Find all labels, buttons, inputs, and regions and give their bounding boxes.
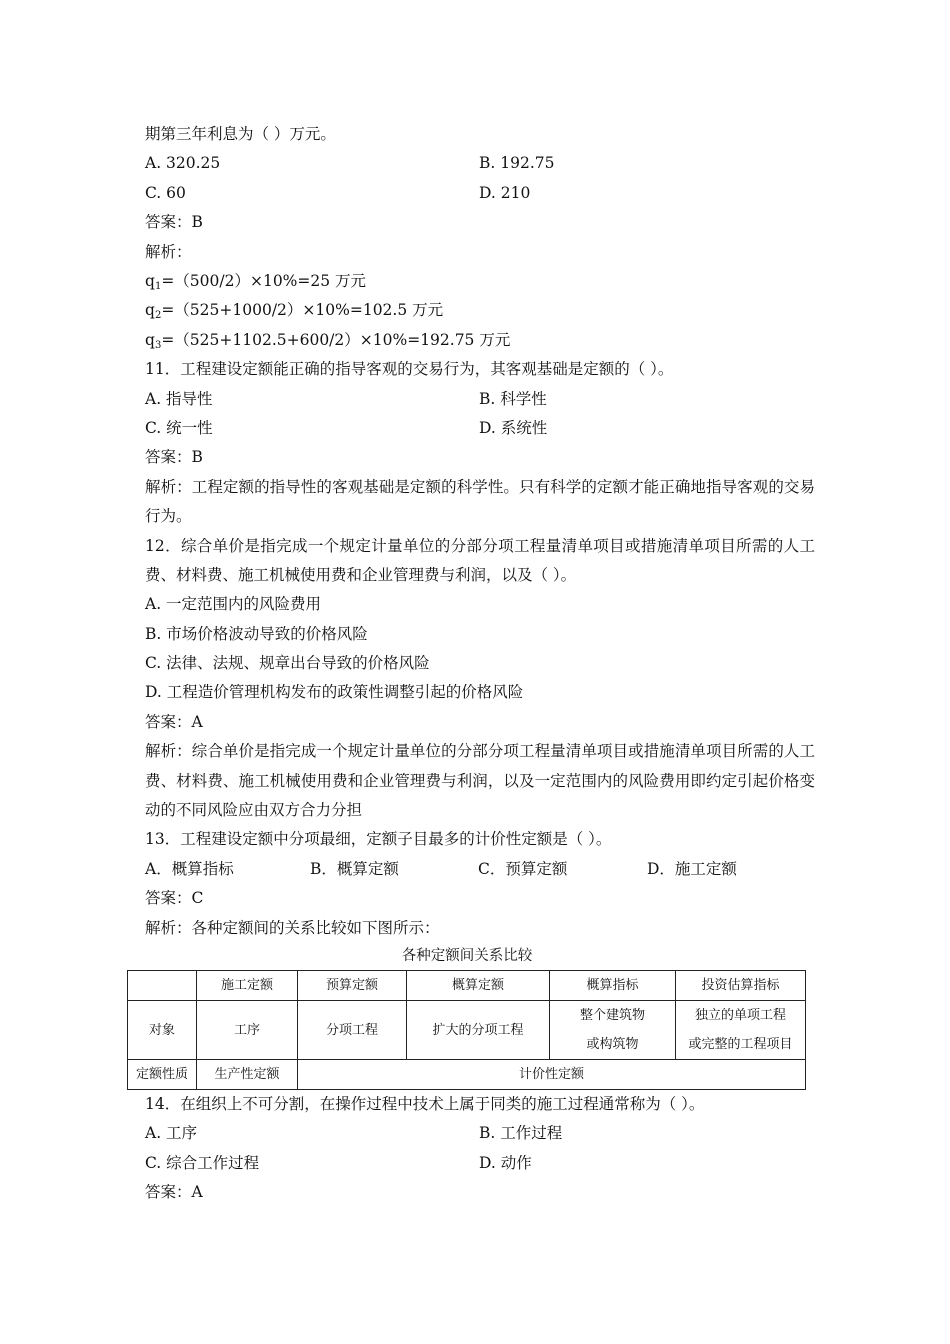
answer: 答案：A (145, 712, 203, 731)
option-d: D. 系统性 (479, 418, 548, 437)
answer: 答案：A (145, 1183, 203, 1202)
options-row (145, 149, 815, 178)
calc-line-2: $q_2=(525+1000/2)\times 10\%=102.5$ 万元 (145, 301, 444, 322)
option-b: B. 192.75 (479, 154, 555, 173)
option-b: B．概算定额 (310, 859, 399, 878)
table-row (128, 1060, 806, 1090)
option-d: D. 工程造价管理机构发布的政策性调整引起的价格风险 (145, 683, 524, 702)
option-a: A．概算指标 (145, 859, 234, 878)
options-row (145, 385, 815, 414)
analysis: 解析：综合单价是指完成一个规定计量单位的分部分项工程量清单项目或措施清单项目所需的人工费、材料费、施工机械使用费和企业管理费与利润，以及一定范围内的风险费用即约定引起价格变动的不同风险应由双方合力分担 (145, 742, 815, 820)
answer: 答案：B (145, 213, 203, 232)
table-header-row (128, 971, 806, 1001)
option-c: C. 综合工作过程 (145, 1153, 260, 1172)
option-a: A. 320.25 (145, 154, 221, 173)
analysis-label: 解析： (145, 242, 192, 261)
row-label: 对象 (128, 1001, 197, 1060)
table-header-cell (128, 971, 197, 1001)
table-header-cell: 概算指标 (550, 971, 676, 1001)
calc-line-1: $q_1=(500/2)\times 10\%=25$ 万元 (145, 271, 367, 292)
table-cell: 工序 (197, 1001, 298, 1060)
option-b: B. 市场价格波动导致的价格风险 (145, 624, 368, 643)
option-b: B. 工作过程 (479, 1124, 563, 1143)
calc-line-3: $q_3=(525+1102.5+600/2)\times 10\%=192.75$ 万元 (145, 330, 511, 351)
question-12: 12．综合单价是指完成一个规定计量单位的分部分项工程量清单项目或措施清单项目所需的人工费、材料费、施工机械使用费和企业管理费与利润，以及（ ）。 (145, 536, 815, 584)
question-14: 14．在组织上不可分割，在操作过程中技术上属于同类的施工过程通常称为（ ）。 (145, 1095, 705, 1114)
option-c: C. 法律、法规、规章出台导致的价格风险 (145, 654, 430, 673)
table-cell: 计价性定额 (298, 1060, 806, 1090)
row-label: 定额性质 (128, 1060, 197, 1090)
options-row (145, 414, 815, 443)
option-a: A. 指导性 (145, 389, 213, 408)
option-b: B. 科学性 (479, 389, 547, 408)
table-cell: 分项工程 (298, 1001, 407, 1060)
quota-comparison-table (127, 970, 806, 1090)
question-13: 13．工程建设定额中分项最细，定额子目最多的计价性定额是（ ）。 (145, 830, 612, 849)
options-row (145, 1149, 815, 1178)
options-row (145, 855, 815, 884)
table-caption: 各种定额间关系比较 (401, 948, 533, 965)
option-c: C. 统一性 (145, 418, 213, 437)
document-page (135, 120, 815, 1208)
table-cell: 整个建筑物 或构筑物 (550, 1001, 676, 1060)
analysis: 解析：各种定额间的关系比较如下图所示： (145, 918, 440, 937)
table-header-cell: 投资估算指标 (676, 971, 806, 1001)
options-row (145, 1119, 815, 1148)
table-row (128, 1001, 806, 1060)
option-d: D. 动作 (479, 1153, 532, 1172)
question-11: 11．工程建设定额能正确的指导客观的交易行为，其客观基础是定额的（ ）。 (145, 360, 674, 379)
answer: 答案：C (145, 889, 204, 908)
table-cell: 独立的单项工程 或完整的工程项目 (676, 1001, 806, 1060)
option-a: A. 一定范围内的风险费用 (145, 595, 322, 614)
option-d: D．施工定额 (647, 859, 737, 878)
option-a: A. 工序 (145, 1124, 198, 1143)
options-row (145, 179, 815, 208)
option-c: C．预算定额 (478, 859, 568, 878)
table-header-cell: 施工定额 (197, 971, 298, 1001)
answer: 答案：B (145, 448, 203, 467)
question-stem-continuation: 期第三年利息为（ ）万元。 (145, 125, 336, 143)
table-cell: 生产性定额 (197, 1060, 298, 1090)
option-c: C. 60 (145, 183, 186, 202)
analysis: 解析：工程定额的指导性的客观基础是定额的科学性。只有科学的定额才能正确地指导客观的交易行为。 (145, 477, 815, 526)
option-d: D. 210 (479, 183, 531, 202)
table-header-cell: 概算定额 (407, 971, 550, 1001)
table-cell: 扩大的分项工程 (407, 1001, 550, 1060)
table-header-cell: 预算定额 (298, 971, 407, 1001)
